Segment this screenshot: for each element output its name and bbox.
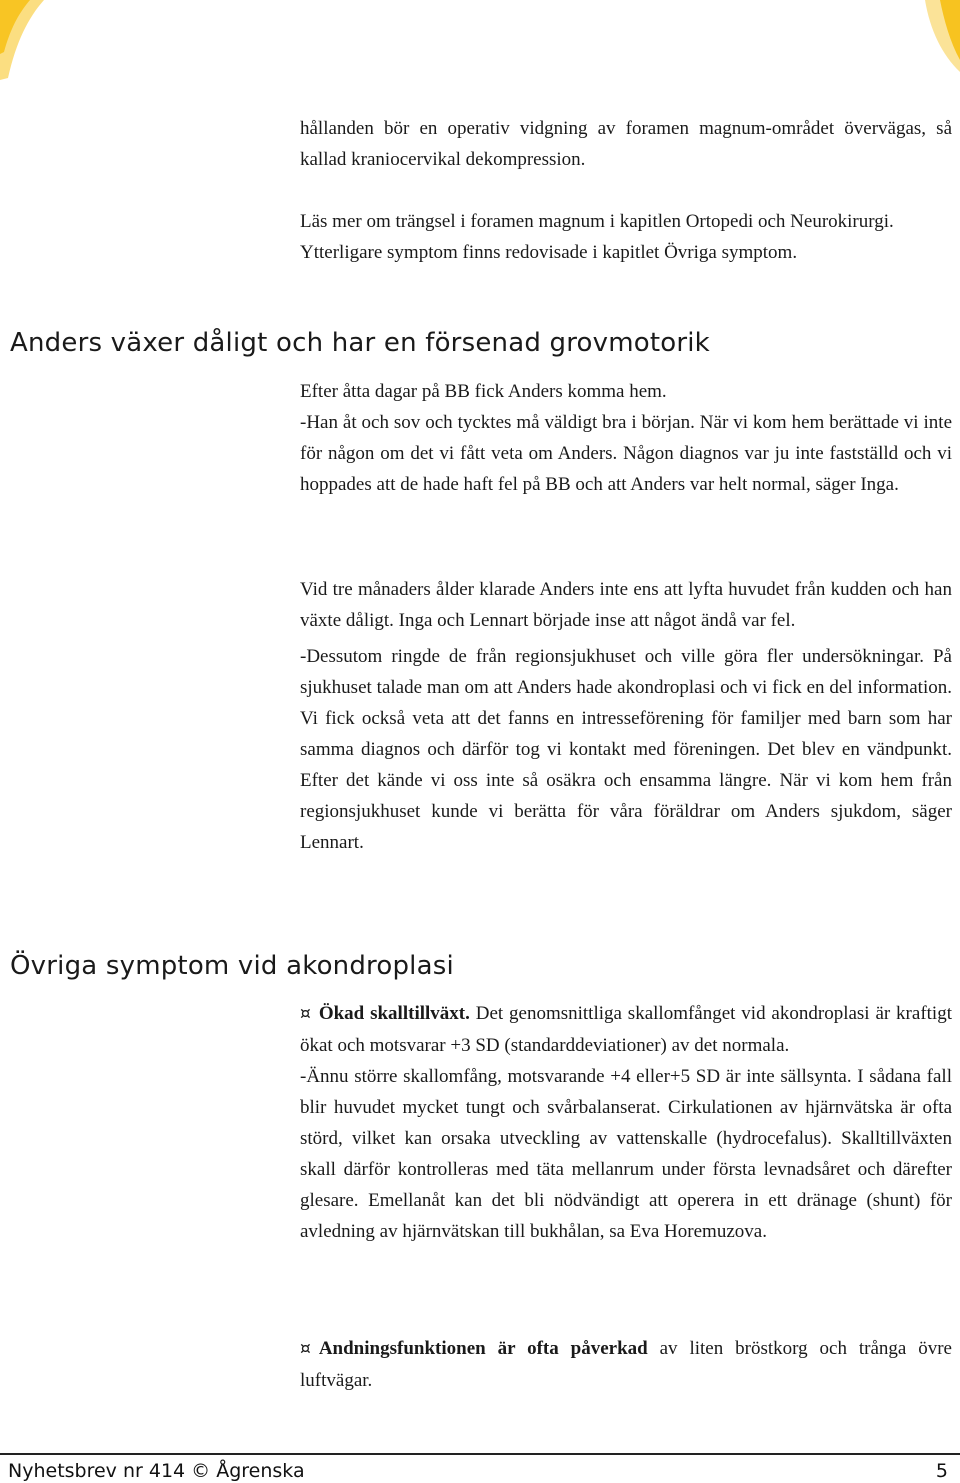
skull-growth-text: Det genomsnittliga skallomfånget vid akondroplasi är kraftigt ökat och motsvarar +3 SD (standarddeviationer) av det normala. bbox=[300, 1003, 952, 1056]
intro-paragraph-1: hållanden bör en operativ vidgning av foramen magnum-området övervägas, så kallad kraniocervikal dekompression. bbox=[300, 118, 952, 170]
bullet-icon: ¤ bbox=[300, 1004, 311, 1024]
footer-page-number: 5 bbox=[935, 1460, 948, 1482]
anders-paragraph-1: Efter åtta dagar på BB fick Anders komma hem. bbox=[300, 381, 667, 402]
skull-growth-paragraph bbox=[300, 998, 952, 1061]
decorative-corner-swash bbox=[0, 0, 960, 90]
skull-growth-block bbox=[300, 998, 952, 1247]
breathing-title: Andningsfunktionen är ofta påverkad bbox=[318, 1338, 648, 1359]
breathing-block bbox=[300, 1333, 952, 1396]
anders-paragraph-3: Vid tre månaders ålder klarade Anders inte ens att lyfta huvudet från kudden och han växte dåligt. Inga och Lennart började inse att något ändå var fel. bbox=[300, 579, 952, 631]
section-heading-anders: Anders växer dåligt och har en försenad grovmotorik bbox=[10, 328, 710, 358]
anders-paragraph-4: -Dessutom ringde de från regionsjukhuset och ville göra fler undersökningar. På sjukhuset talade man om att Anders hade akondroplasi och vi fick en del information. Vi fick också veta att det fanns en intresseförening för familjer med barn som har samma diagnos och därför tog vi kontakt med föreningen. Det blev en vändpunkt. Efter det kände vi oss inte så osäkra och ensamma längre. När vi kom hem från regionsjukhuset kunde vi berätta för våra föräldrar om Anders sjukdom, säger Lennart. bbox=[300, 646, 952, 853]
section-heading-other-symptoms: Övriga symptom vid akondroplasi bbox=[10, 951, 454, 981]
corner-swash-graphic bbox=[0, 0, 960, 90]
reference-block bbox=[300, 206, 952, 268]
reference-line-2: Ytterligare symptom finns redovisade i kapitlet Övriga symptom. bbox=[300, 242, 798, 263]
anders-paragraph-2: -Han åt och sov och tycktes må väldigt bra i början. När vi kom hem berättade vi inte för någon om det vi fått veta om Anders. Någon diagnos var ju inte fastställd och vi hoppades att de hade haft fel på BB och att Anders var helt normal, säger Inga. bbox=[300, 412, 952, 495]
reference-line-1: Läs mer om trängsel i foramen magnum i kapitlen Ortopedi och Neurokirurgi. bbox=[300, 211, 894, 232]
breathing-text: av liten bröstkorg och trånga övre luftvägar. bbox=[300, 1338, 952, 1391]
skull-growth-title: Ökad skalltillväxt. bbox=[318, 1003, 470, 1024]
anders-story-block-1 bbox=[300, 376, 952, 500]
bullet-icon: ¤ bbox=[300, 1339, 311, 1359]
footer-publication: Nyhetsbrev nr 414 © Ågrenska bbox=[8, 1460, 305, 1482]
skull-growth-quote: -Ännu större skallomfång, motsvarande +4 eller+5 SD är inte sällsynta. I sådana fall blir huvudet mycket tungt och svårbalanserat. Cirkulationen av hjärnvätska är ofta störd, vilket kan orsaka utveckling av vattenskalle (hydrocefalus). Skalltillväxten skall därför kontrolleras med täta mellanrum under första levnadsåret och därefter glesare. Emellanåt kan det bli nödvändigt att operera in ett dränage (shunt) för avledning av hjärnvätskan till bukhålan, sa Eva Horemuzova. bbox=[300, 1066, 952, 1242]
anders-story-block-2 bbox=[300, 574, 952, 858]
footer-divider bbox=[0, 1453, 960, 1455]
intro-block bbox=[300, 113, 952, 175]
breathing-paragraph bbox=[300, 1333, 952, 1396]
